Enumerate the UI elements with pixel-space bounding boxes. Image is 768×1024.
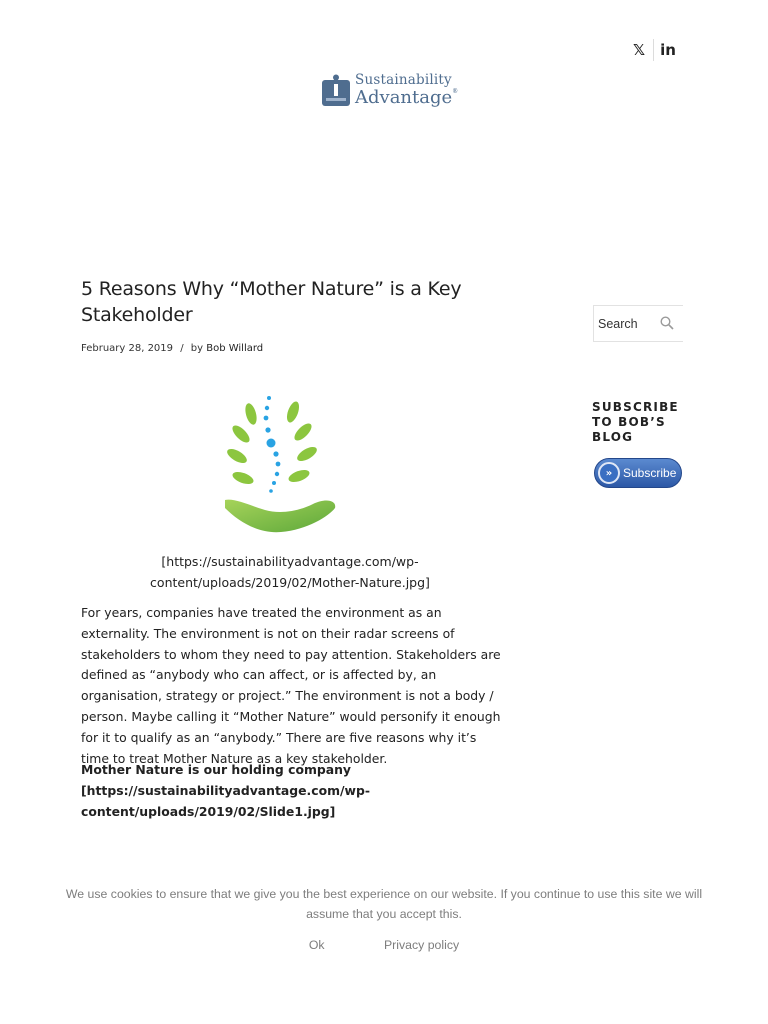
search-input[interactable] <box>594 317 652 331</box>
cookie-actions <box>0 938 768 952</box>
logo-mark-icon <box>322 74 350 106</box>
by-label: by <box>190 343 204 354</box>
search-icon[interactable] <box>660 316 674 330</box>
author-link[interactable]: Bob Willard <box>206 343 264 354</box>
subscribe-label: Subscribe <box>623 466 677 480</box>
social-links <box>625 38 682 62</box>
double-chevron-icon: » <box>598 462 620 484</box>
subscribe-widget-title: SUBSCRIBE TO BOB’S BLOG <box>592 400 679 444</box>
article-meta <box>81 343 497 354</box>
meta-separator: / <box>180 343 184 354</box>
cookie-banner <box>0 868 768 1024</box>
site-logo[interactable] <box>322 74 458 107</box>
mother-nature-image <box>221 384 361 536</box>
post-date: February 28, 2019 <box>81 343 174 354</box>
logo-wordmark <box>355 74 458 107</box>
linkedin-icon[interactable]: in <box>660 41 676 59</box>
cookie-message: We use cookies to ensure that we give you the best experience on our website. If you continue to use this site we will assume that you accept this. <box>65 887 703 921</box>
cookie-ok-button[interactable]: Ok <box>308 938 325 952</box>
article-paragraph: For years, companies have treated the environment as an externality. The environment is not on their radar screens of stakeholders to whom they need to pay attention. Stakeholders are defined as “anybody who can affect, or is affected by, an organisation, strategy or project.” The environment is not a body / person. Maybe calling it “Mother Nature” would personify it enough for it to qualify as an “anybody.” There are five reasons why it’s time to treat Mother Nature as a key stakeholder. <box>81 605 501 766</box>
privacy-policy-link[interactable]: Privacy policy <box>383 938 460 952</box>
article-title: 5 Reasons Why “Mother Nature” is a Key Stakeholder <box>81 278 462 326</box>
logo-line2: Advantage® <box>355 86 459 108</box>
x-twitter-icon[interactable]: 𝕏 <box>632 41 646 59</box>
article-header <box>81 276 497 354</box>
logo-trademark: ® <box>452 87 459 95</box>
article-subheading[interactable]: Mother Nature is our holding company [https://sustainabilityadvantage.com/wp-content/uploads/2019/02/Slide1.jpg] <box>81 762 370 819</box>
logo-line1: Sustainability <box>355 72 452 88</box>
subscribe-button[interactable] <box>594 458 682 488</box>
image-caption[interactable]: [https://sustainabilityadvantage.com/wp-content/uploads/2019/02/Mother-Nature.jpg] <box>150 554 430 590</box>
search-box <box>593 305 683 342</box>
